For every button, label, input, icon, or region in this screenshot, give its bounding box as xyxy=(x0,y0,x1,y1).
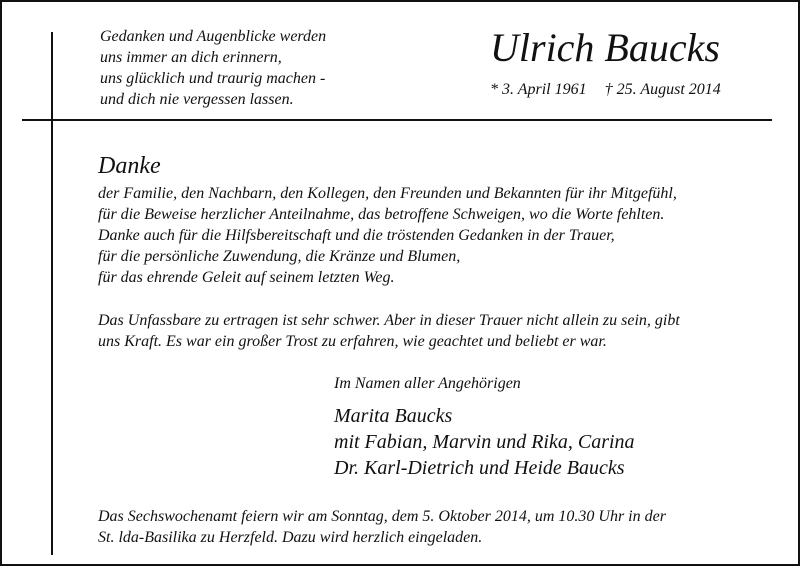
thanks-title: Danke xyxy=(98,153,161,179)
service-notice xyxy=(98,506,666,548)
verse-line: und dich nie vergessen lassen. xyxy=(100,91,294,108)
verse-line: Gedanken und Augenblicke werden xyxy=(100,28,327,45)
verse xyxy=(100,26,420,110)
verse-line: uns immer an dich erinnern, xyxy=(100,49,282,66)
deceased-name: Ulrich Baucks xyxy=(490,25,720,70)
notice-line: Das Sechswochenamt feiern wir am Sonntag, dem 5. Oktober 2014, um 10.30 Uhr in der xyxy=(98,508,666,525)
thanks-line: Danke auch für die Hilfsbereitschaft und die tröstenden Gedanken in der Trauer, xyxy=(98,227,615,244)
notice-line: St. lda-Basilika zu Herzfeld. Dazu wird herzlich eingeladen. xyxy=(98,529,483,546)
signers xyxy=(334,403,635,481)
header-divider xyxy=(85,119,772,121)
thanks-text xyxy=(98,183,677,288)
comfort-paragraph xyxy=(98,310,680,352)
paragraph-line: uns Kraft. Es war ein großer Trost zu erfahren, wie geachtet und beliebt er war. xyxy=(98,333,607,350)
thanks-line: der Familie, den Nachbarn, den Kollegen, den Freunden und Bekannten für ihr Mitgefühl, xyxy=(98,185,677,202)
verse-line: uns glücklich und traurig machen - xyxy=(100,70,326,87)
thanks-line: für die Beweise herzlicher Anteilnahme, das betroffene Schweigen, wo die Worte fehlten. xyxy=(98,206,665,223)
life-dates xyxy=(490,80,721,100)
paragraph-line: Das Unfassbare zu ertragen ist sehr schwer. Aber in dieser Trauer nicht allein zu sein, gibt xyxy=(98,312,680,329)
thanks-line: für die persönliche Zuwendung, die Kränze und Blumen, xyxy=(98,248,461,265)
signer-line: Marita Baucks xyxy=(334,405,453,427)
signer-line: Dr. Karl-Dietrich und Heide Baucks xyxy=(334,457,625,479)
cross-bar xyxy=(22,119,85,121)
birth-date: * 3. April 1961 xyxy=(490,81,587,98)
signer-line: mit Fabian, Marvin und Rika, Carina xyxy=(334,431,635,453)
thanks-line: für das ehrende Geleit auf seinem letzten Weg. xyxy=(98,269,395,286)
signoff: Im Namen aller Angehörigen xyxy=(334,375,521,392)
cross-icon xyxy=(51,32,53,555)
death-date: † 25. August 2014 xyxy=(604,81,721,98)
